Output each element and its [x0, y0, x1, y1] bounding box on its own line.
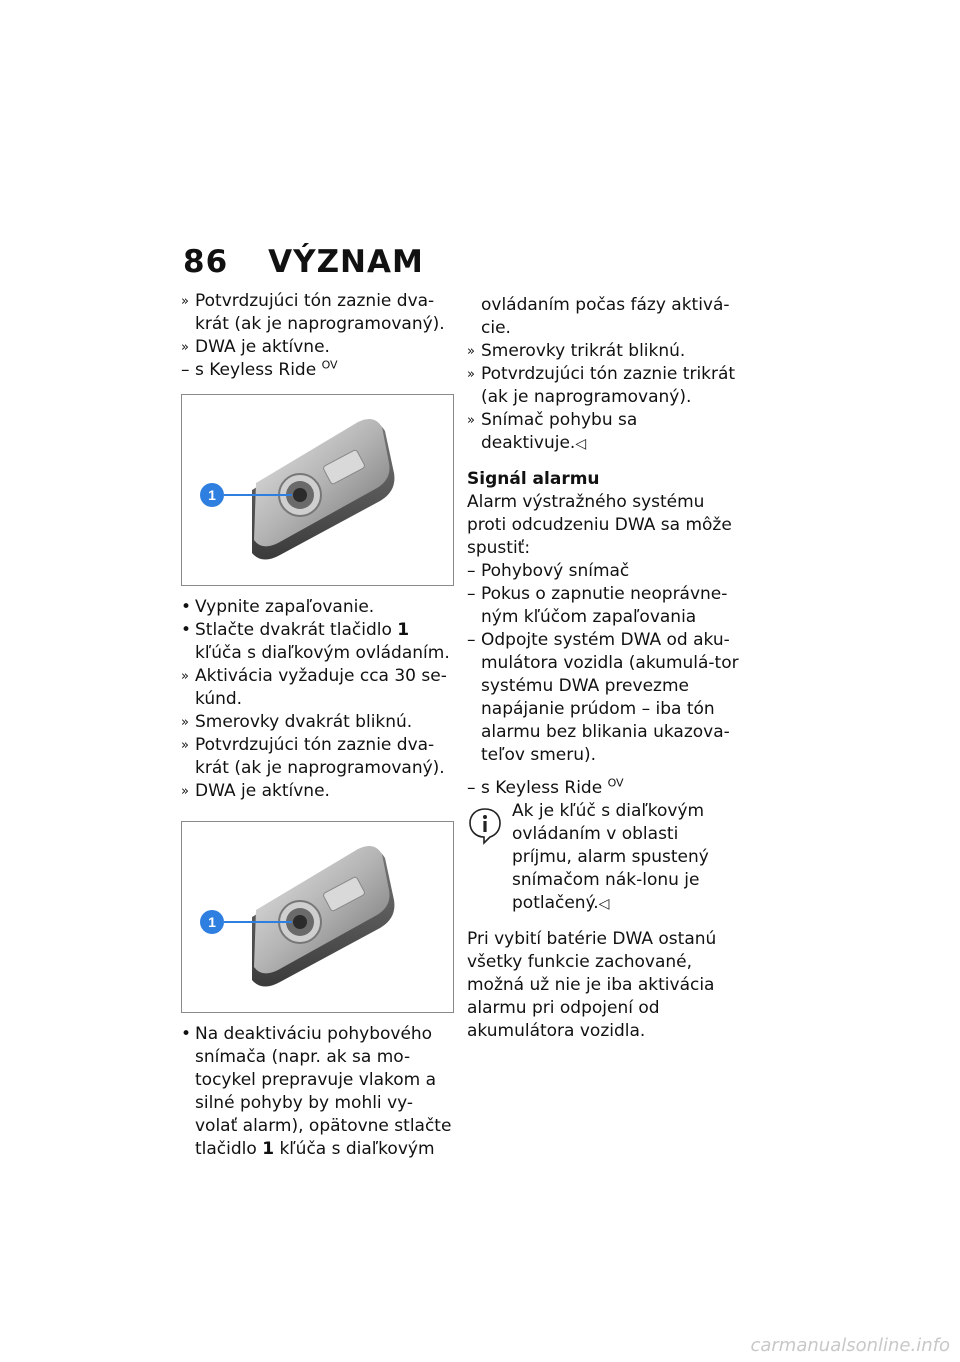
key-fob-illustration: [182, 822, 453, 1012]
item-text: Pokus o zapnutie neoprávne-ným kľúčom zapaľovania: [481, 584, 728, 627]
arrow-marker: »: [181, 340, 189, 355]
list-item: [467, 363, 739, 409]
item-text: Smerovky trikrát bliknú.: [481, 341, 686, 361]
bullet-marker: •: [181, 1024, 192, 1044]
list-item: [181, 290, 453, 336]
bullet-marker: •: [181, 597, 192, 617]
arrow-marker: »: [181, 738, 189, 753]
arrow-marker: »: [467, 413, 475, 428]
list-item: [467, 629, 739, 767]
item-text-continued: kľúča s diaľkovým ovládaním.: [195, 643, 450, 663]
list-item: [181, 359, 453, 382]
right-column: [467, 294, 739, 1043]
dash-marker: –: [181, 360, 190, 380]
list-item: [181, 665, 453, 711]
item-text: Odpojte systém DWA od aku-mulátora vozidla (akumulá-tor systému DWA prevezme napájanie prúdom – iba tón alarmu bez blikania ukazova-teľov smeru).: [481, 630, 739, 765]
arrow-marker: »: [181, 715, 189, 730]
item-text: Potvrdzujúci tón zaznie trikrát (ak je naprogramovaný).: [481, 364, 736, 407]
list-item: [181, 711, 453, 734]
section-heading: Signál alarmu: [467, 469, 600, 489]
dash-marker: –: [467, 630, 476, 650]
item-text: Aktivácia vyžaduje cca 30 se-kúnd.: [195, 666, 447, 709]
equipment-code: OV: [607, 776, 624, 790]
list-item: [467, 583, 739, 629]
list-item: [467, 560, 739, 583]
button-reference: 1: [262, 1139, 275, 1159]
watermark: carmanualsonline.info: [750, 1335, 950, 1356]
info-text: Ak je kľúč s diaľkovým ovládaním v oblasti príjmu, alarm spustený snímačom nák-lonu je potlačený.: [512, 801, 709, 913]
item-text: Na deaktiváciu pohybového snímača (napr. ak sa mo-tocykel prepravuje vlakom a silné pohyby by mohli vy-volať alarm), opätovne stlačte tlačidlo: [195, 1024, 452, 1159]
item-text: Smerovky dvakrát bliknú.: [195, 712, 413, 732]
list-item: [181, 336, 453, 359]
left-column: [181, 290, 453, 1161]
continued-text: [467, 294, 739, 340]
dash-marker: –: [467, 778, 476, 798]
item-text: s Keyless Ride: [195, 360, 317, 380]
callout-number: 1: [208, 914, 216, 930]
callout-number: 1: [208, 487, 216, 503]
item-text: Vypnite zapaľovanie.: [195, 597, 375, 617]
arrow-marker: »: [181, 669, 189, 684]
key-fob-figure-1: [181, 394, 454, 586]
item-text: Potvrdzujúci tón zaznie dva-krát (ak je naprogramovaný).: [195, 735, 445, 778]
arrow-marker: »: [467, 344, 475, 359]
item-text: ovládaním počas fázy aktivá-cie.: [481, 295, 730, 338]
equipment-code: OV: [321, 358, 338, 372]
dash-marker: –: [467, 561, 476, 581]
list-item: [467, 409, 739, 456]
end-of-section-icon: ◁: [575, 436, 587, 452]
list-item: [181, 596, 453, 619]
dash-marker: –: [467, 584, 476, 604]
list-item: [181, 1023, 453, 1161]
list-item: [467, 777, 739, 800]
item-text: DWA je aktívne.: [195, 337, 330, 357]
closing-paragraph: Pri vybití batérie DWA ostanú všetky funkcie zachované, možná už nie je iba aktivácia alarmu pri odpojení od akumulátora vozidla.: [467, 929, 717, 1041]
bullet-marker: •: [181, 620, 192, 640]
info-icon: [467, 806, 503, 846]
arrow-marker: »: [181, 294, 189, 309]
button-reference: 1: [397, 620, 410, 640]
page-header: [183, 244, 424, 280]
list-item: [181, 619, 453, 665]
list-item: [467, 340, 739, 363]
item-text: Stlačte dvakrát tlačidlo: [195, 620, 392, 640]
info-note: [467, 800, 739, 916]
key-fob-illustration: [182, 395, 453, 585]
item-text: s Keyless Ride: [481, 778, 603, 798]
item-text: DWA je aktívne.: [195, 781, 330, 801]
page-number: 86: [183, 244, 229, 280]
arrow-marker: »: [181, 784, 189, 799]
item-text-continued: kľúča s diaľkovým: [279, 1139, 435, 1159]
end-of-section-icon: ◁: [598, 896, 610, 912]
item-text: Potvrdzujúci tón zaznie dva-krát (ak je naprogramovaný).: [195, 291, 445, 334]
page-title: VÝZNAM: [268, 244, 424, 280]
key-fob-figure-2: [181, 821, 454, 1013]
intro-paragraph: Alarm výstražného systému proti odcudzeniu DWA sa môže spustiť:: [467, 492, 732, 558]
item-text: Snímač pohybu sa deaktivuje.: [481, 410, 638, 453]
list-item: [181, 734, 453, 780]
list-item: [181, 780, 453, 803]
item-text: Pohybový snímač: [481, 561, 630, 581]
arrow-marker: »: [467, 367, 475, 382]
